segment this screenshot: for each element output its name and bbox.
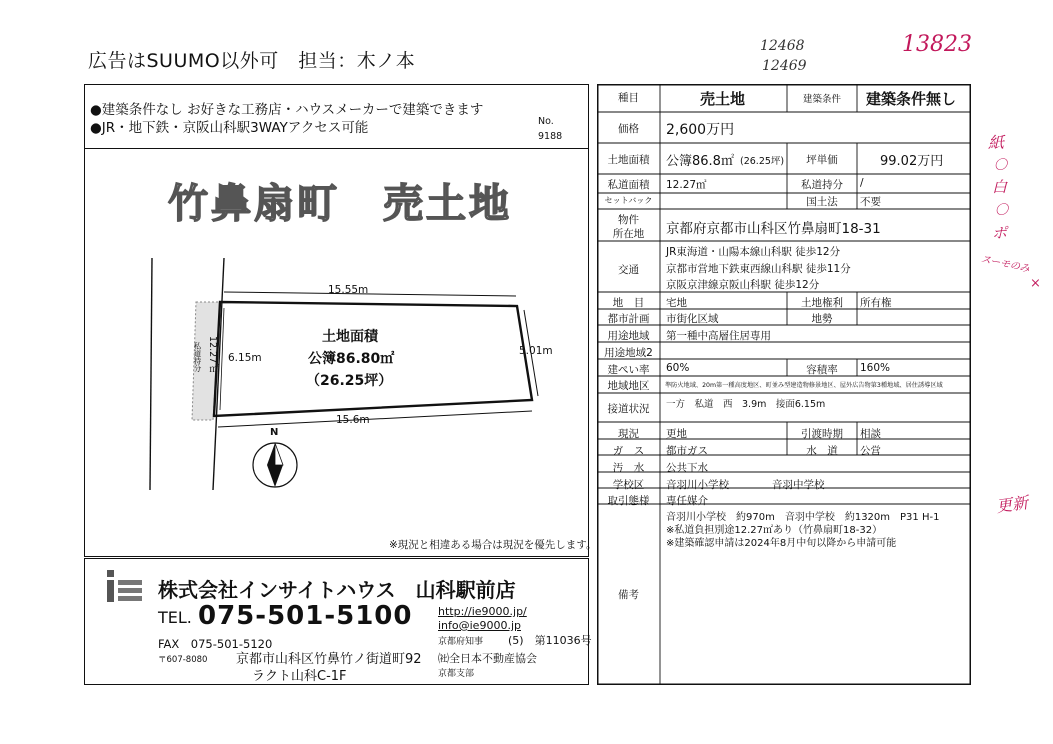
- margin-note-2: 〇: [994, 158, 1008, 173]
- area-tsubo: （26.25坪）: [306, 373, 393, 389]
- dim-bottom-label: 15.6m: [336, 414, 370, 426]
- unit-price-label: 坪単価: [806, 154, 838, 166]
- condition-label: 建築条件: [802, 94, 841, 105]
- type-value: 売土地: [700, 90, 746, 108]
- road-area-value: 12.27㎡: [666, 179, 707, 191]
- chimoku-value: 宅地: [666, 297, 687, 309]
- website-link[interactable]: http://ie9000.jp/: [438, 605, 527, 618]
- margin-note-update: 更新: [994, 492, 1030, 517]
- margin-note-1: 紙: [988, 133, 1005, 152]
- feature-bullet-1: ●建築条件なし お好きな工務店・ハウスメーカーで建築できます: [90, 102, 484, 118]
- email-link[interactable]: info@ie9000.jp: [438, 619, 521, 632]
- traffic-label: 交通: [618, 264, 639, 276]
- use-zone-label: 用途地域: [607, 330, 650, 342]
- margin-note-6: スーモのみ: [979, 253, 1031, 275]
- no-value: 9188: [538, 131, 563, 142]
- terrain-label: 地勢: [811, 313, 833, 325]
- school-label: 学校区: [612, 479, 645, 491]
- water-value: 公営: [860, 445, 881, 457]
- use-zone-value: 第一種中高層住居専用: [666, 330, 771, 342]
- road-line-left: [150, 258, 152, 490]
- use-zone-2-label: 用途地域2: [604, 347, 653, 359]
- road-width-label: 12.27㎡: [207, 336, 218, 373]
- banner-title: 竹鼻扇町 売土地: [168, 181, 512, 227]
- land-law-label: 国土法: [806, 196, 838, 208]
- address-line-1: 京都市山科区竹鼻竹ノ街道町92: [236, 652, 422, 667]
- association-branch: 京都支部: [438, 669, 475, 679]
- dim-top: [224, 292, 516, 296]
- location-value: 京都府京都市山科区竹鼻扇町18-31: [666, 221, 881, 237]
- area-tsubo-value: (26.25坪): [740, 156, 785, 167]
- margin-note-5: ポ: [992, 224, 1008, 242]
- disclaimer-note: ※現況と相違ある場合は現況を優先します。: [389, 539, 597, 551]
- sewage-label: 汚 水: [612, 462, 645, 474]
- setback-label: セットバック: [604, 196, 653, 205]
- road-area-label: 私道面積: [607, 179, 650, 191]
- address-line-2: ラクト山科C-1F: [252, 669, 347, 684]
- land-law-value: 不要: [860, 196, 881, 208]
- access-value: 一方 私道 西 3.9m 接面6.15m: [666, 399, 826, 410]
- land-right-value: 所有権: [860, 297, 892, 309]
- area-sqm: 公簿86.8㎡: [666, 154, 734, 169]
- area-label: 土地面積: [607, 154, 650, 166]
- company-logo-icon: [107, 570, 147, 604]
- fax-number: FAX 075-501-5120: [158, 637, 273, 651]
- page-header: 広告はSUUMO以外可 担当：木ノ本: [88, 50, 416, 72]
- handover-label: 引渡時期: [801, 428, 843, 440]
- divider: [84, 148, 589, 149]
- city-plan-value: 市街化区域: [666, 313, 719, 325]
- coverage-value: 60%: [666, 362, 690, 374]
- traffic-line-2: 京都市営地下鉄東西線山科駅 徒歩11分: [666, 263, 851, 275]
- feature-bullet-2: ●JR・地下鉄・京阪山科駅3WAYアクセス可能: [90, 120, 369, 136]
- price-label: 価格: [618, 123, 639, 135]
- chimoku-label: 地 目: [612, 297, 645, 309]
- deal-label: 取引態様: [607, 495, 650, 507]
- school-junior: 音羽中学校: [772, 479, 825, 491]
- company-name: 株式会社インサイトハウス 山科駅前店: [158, 578, 516, 602]
- remark-line-1: 音羽川小学校 約970m 音羽中学校 約1320m P31 H-1: [666, 512, 940, 523]
- deal-value: 専任媒介: [666, 495, 708, 507]
- area-value: 公簿86.80㎡: [308, 351, 395, 367]
- status-value: 更地: [666, 428, 687, 440]
- road-name-label: 私道持分: [193, 342, 202, 372]
- dim-right-label: 5.01m: [519, 345, 553, 357]
- traffic-line-3: 京阪京津線京阪山科駅 徒歩12分: [666, 279, 820, 291]
- handover-value: 相談: [860, 428, 881, 440]
- remark-line-2: ※私道負担別途12.27㎡あり（竹鼻扇町18-32）: [666, 525, 883, 536]
- school-elementary: 音羽川小学校: [666, 479, 729, 491]
- handwritten-number-2: 12469: [762, 58, 807, 74]
- dim-top-label: 15.55m: [328, 284, 369, 296]
- license-number: (5) 第11036号: [508, 634, 592, 647]
- traffic-line-1: JR東海道・山陽本線山科駅 徒歩12分: [666, 246, 841, 258]
- road-share-value: /: [860, 177, 864, 189]
- condition-value: 建築条件無し: [866, 90, 957, 108]
- district-value: 準防火地域、20m第一種高度地区、町並み型建造物修景地区、屋外広告物第3種地域、居住誘導区域: [665, 382, 943, 389]
- water-label: 水 道: [806, 445, 838, 457]
- association: ㈳全日本不動産協会: [438, 652, 537, 665]
- compass-needle-light: [275, 443, 283, 465]
- far-label: 容積率: [806, 364, 838, 376]
- type-label: 種目: [618, 92, 639, 104]
- unit-price-value: 99.02万円: [880, 154, 944, 169]
- access-label: 接道状況: [607, 403, 650, 415]
- location-label-1: 物件: [618, 214, 639, 226]
- postal-code: 〒607-8080: [158, 655, 208, 665]
- handwritten-number-1: 12468: [760, 38, 805, 54]
- tel-number: 075-501-5100: [198, 601, 413, 631]
- sewage-value: 公共下水: [666, 462, 708, 474]
- price-value: 2,600万円: [666, 122, 735, 138]
- land-right-label: 土地権利: [801, 297, 843, 309]
- district-label: 地域地区: [607, 380, 650, 392]
- margin-note-3: 白: [992, 178, 1008, 196]
- no-label: No.: [538, 116, 554, 127]
- dim-left-label: 6.15m: [228, 352, 262, 364]
- gas-value: 都市ガス: [666, 445, 708, 457]
- status-label: 現況: [618, 428, 639, 440]
- gas-label: ガ ス: [612, 445, 645, 457]
- compass-north: N: [270, 427, 279, 438]
- coverage-label: 建ぺい率: [607, 364, 650, 376]
- area-title: 土地面積: [322, 329, 378, 345]
- margin-note-7: ×: [1030, 276, 1041, 291]
- remark-line-3: ※建築確認申請は2024年8月中旬以降から申請可能: [666, 538, 897, 549]
- tel-label: TEL.: [158, 608, 192, 627]
- road-share-label: 私道持分: [801, 179, 843, 191]
- license-label: 京都府知事: [438, 637, 484, 647]
- far-value: 160%: [860, 362, 891, 374]
- city-plan-label: 都市計画: [607, 313, 650, 325]
- handwritten-big-number: 13823: [902, 32, 972, 57]
- location-label-2: 所在地: [612, 228, 645, 240]
- remarks-label: 備考: [618, 589, 639, 601]
- margin-note-4: 〇: [995, 203, 1009, 218]
